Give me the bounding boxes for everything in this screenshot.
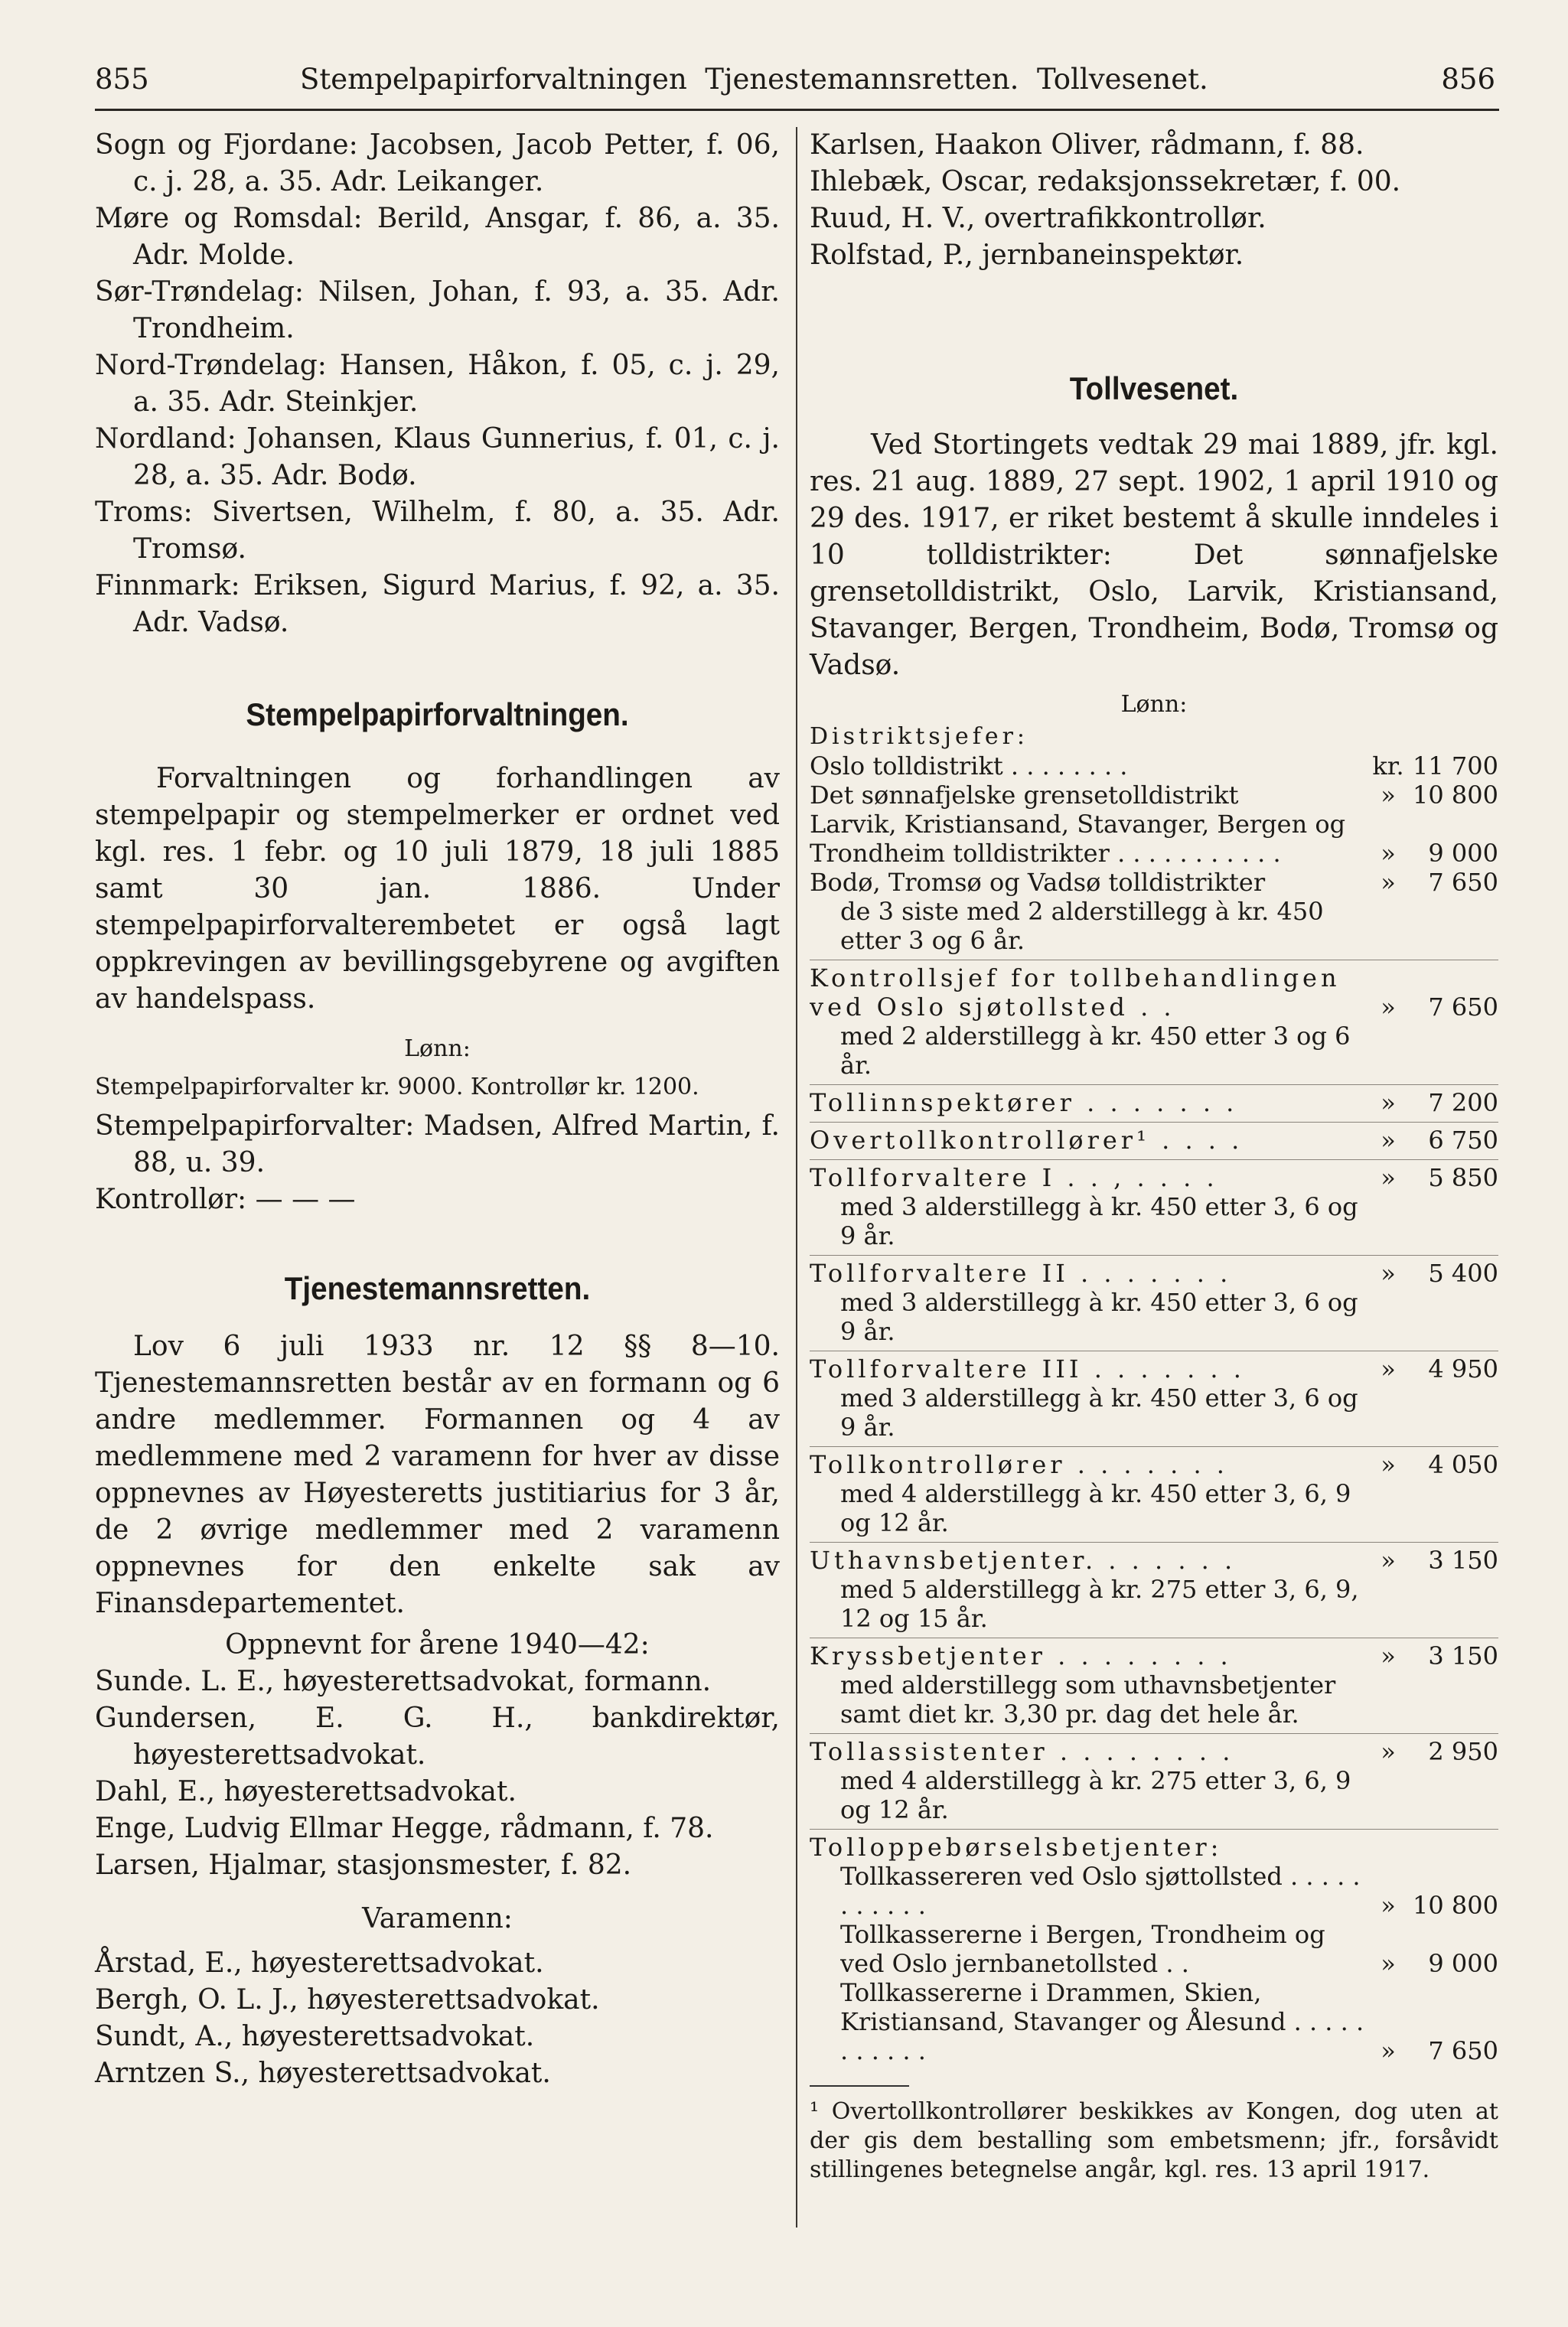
region-entry: Møre og Romsdal: Berild, Ansgar, f. 86, a. 35. Adr. Molde.	[95, 203, 780, 271]
salary-row	[810, 1638, 1498, 1670]
salary-amount: 7 650	[1428, 992, 1498, 1022]
salary-row	[810, 1733, 1498, 1766]
varamenn-label: Varamenn:	[362, 1903, 513, 1934]
region-entry: Sogn og Fjordane: Jacobsen, Jacob Petter, f. 06, c. j. 28, a. 35. Adr. Leikanger.	[95, 129, 780, 197]
salary-label: Tollforvaltere III . . . . . . .	[810, 1354, 1245, 1383]
stempel-kontrollor: Kontrollør: — — —	[95, 1184, 356, 1215]
salary-label: Kontrollsjef for tollbehandlingen ved Oslo sjøtollsted . .	[810, 963, 1341, 1022]
currency: »	[1381, 781, 1396, 810]
salary-amount: 6 750	[1428, 1126, 1498, 1155]
footnote-rule	[810, 2085, 909, 2087]
salary-label: Overtollkontrollører¹ . . . .	[810, 1126, 1244, 1155]
tjeneste-appointed: Oppnevnt for årene 1940—42:	[225, 1629, 650, 1661]
varamann-entry: Årstad, E., høyesterettsadvokat.	[95, 1947, 544, 1979]
salary-label: Tollassistenter . . . . . . . .	[810, 1737, 1234, 1766]
salary-amount: 7 650	[1428, 2036, 1498, 2065]
member-entry: Larsen, Hjalmar, stasjonsmester, f. 82.	[95, 1850, 632, 1881]
stempel-forvalter: Stempelpapirforvalter: Madsen, Alfred Martin, f. 88, u. 39.	[95, 1110, 780, 1178]
region-entry: Troms: Sivertsen, Wilhelm, f. 80, a. 35. Adr. Tromsø.	[95, 497, 780, 565]
member-entry: Gundersen, E. G. H., bankdirektør, høyesterettsadvokat.	[95, 1703, 780, 1771]
currency: »	[1381, 1546, 1396, 1575]
salary-amount: 11 700	[1413, 751, 1498, 781]
member-entry: Sunde. L. E., høyesterettsadvokat, formann.	[95, 1666, 712, 1697]
column-divider	[796, 127, 797, 2228]
salary-amount: 7 200	[1428, 1088, 1498, 1117]
salary-amount: 10 800	[1413, 1891, 1498, 1920]
varamann-entry: Bergh, O. L. J., høyesterettsadvokat.	[95, 1984, 600, 2016]
stempel-text: Forvaltningen og forhandlingen av stempelpapir og stempelmerker er ordnet ved kgl. res. 1 febr. og 10 juli 1879, 18 juli 1885 samt 30 jan. 1886. Under stempelpapirforvalterembetet er også lagt oppkrevingen av bevillingsgebyrene og avgiften av handelspass.	[95, 763, 780, 1015]
salary-note: med alderstillegg som uthavnsbetjenter samt diet kr. 3,30 pr. dag det hele år.	[840, 1670, 1336, 1729]
salary-row	[810, 1084, 1498, 1117]
salary-amount: 5 400	[1428, 1259, 1498, 1288]
salary-note: med 3 alderstillegg à kr. 450 etter 3, 6 og 9 år.	[840, 1288, 1358, 1346]
currency: »	[1381, 1354, 1396, 1383]
currency: »	[1381, 1163, 1396, 1192]
member-entry: Dahl, E., høyesterettsadvokat.	[95, 1776, 517, 1807]
currency: »	[1381, 1088, 1396, 1117]
salary-row	[810, 1542, 1498, 1575]
salary-amount: 9 000	[1428, 839, 1498, 868]
currency: »	[1381, 1450, 1396, 1479]
member-entry: Ihlebæk, Oscar, redaksjonssekretær, f. 00.	[810, 166, 1401, 197]
salary-label: Oslo tolldistrikt . . . . . . . .	[810, 751, 1128, 781]
currency: »	[1381, 1126, 1396, 1155]
salary-amount: 3 150	[1428, 1641, 1498, 1670]
currency: »	[1381, 839, 1396, 868]
salary-row	[810, 1920, 1498, 1978]
salary-label: Bodø, Tromsø og Vadsø tolldistrikter	[810, 868, 1266, 897]
toll-heading: Tollvesenet.	[1069, 370, 1239, 406]
toll-lonn-label: Lønn:	[1120, 691, 1188, 718]
region-entry: Nord-Trøndelag: Hansen, Håkon, f. 05, c. j. 29, a. 35. Adr. Steinkjer.	[95, 350, 780, 418]
salary-label: Tollforvaltere I . . , . . . .	[810, 1163, 1218, 1192]
salary-row	[810, 1446, 1498, 1479]
salary-label: Larvik, Kristiansand, Stavanger, Bergen og Trondheim tolldistrikter . . . . . . . . . . .	[810, 810, 1346, 868]
salary-amount: 2 950	[1428, 1737, 1498, 1766]
salary-note: med 2 alderstillegg à kr. 450 etter 3 og 6 år.	[840, 1022, 1351, 1080]
tjeneste-heading: Tjenestemannsretten.	[284, 1270, 591, 1306]
salary-amount: 10 800	[1413, 781, 1498, 810]
oppebors-label: Tolloppebørselsbetjenter:	[810, 1829, 1498, 1862]
salary-label: Tollinnspektører . . . . . . .	[810, 1088, 1238, 1117]
salary-label: Tollkontrollører . . . . . . .	[810, 1450, 1228, 1479]
right-column	[810, 127, 1498, 2185]
currency: »	[1381, 1641, 1396, 1670]
currency: »	[1381, 2036, 1396, 2065]
salary-note: de 3 siste med 2 alderstillegg à kr. 450 etter 3 og 6 år.	[840, 897, 1324, 955]
member-entry: Karlsen, Haakon Oliver, rådmann, f. 88.	[810, 129, 1364, 161]
header-rule	[95, 109, 1499, 111]
currency: »	[1381, 1259, 1396, 1288]
distrikt-label: Distriktsjefer:	[810, 723, 1029, 750]
region-entry: Finnmark: Eriksen, Sigurd Marius, f. 92, a. 35. Adr. Vadsø.	[95, 570, 780, 638]
currency: »	[1381, 992, 1396, 1022]
salary-row	[810, 810, 1498, 868]
stempel-lonn-label: Lønn:	[404, 1035, 471, 1062]
salary-table	[810, 751, 1498, 2065]
salary-note: med 3 alderstillegg à kr. 450 etter 3, 6 og 9 år.	[840, 1192, 1358, 1250]
varamann-entry: Arntzen S., høyesterettsadvokat.	[95, 2058, 551, 2089]
currency: »	[1381, 868, 1396, 897]
stempel-lonn-text: Stempelpapirforvalter kr. 9000. Kontrollør kr. 1200.	[95, 1074, 699, 1100]
region-entry: Nordland: Johansen, Klaus Gunnerius, f. 01, c. j. 28, a. 35. Adr. Bodø.	[95, 423, 780, 491]
member-entry: Enge, Ludvig Ellmar Hegge, rådmann, f. 78.	[95, 1813, 714, 1844]
salary-note: med 3 alderstillegg à kr. 450 etter 3, 6 og 9 år.	[840, 1383, 1358, 1442]
salary-label: Uthavnsbetjenter. . . . . . .	[810, 1546, 1237, 1575]
page-header	[95, 55, 1495, 98]
salary-row	[810, 868, 1498, 897]
salary-amount: 5 850	[1428, 1163, 1498, 1192]
salary-amount: 4 950	[1428, 1354, 1498, 1383]
toll-text: Ved Stortingets vedtak 29 mai 1889, jfr. kgl. res. 21 aug. 1889, 27 sept. 1902, 1 april 1910 og 29 des. 1917, er riket bestemt å skulle inndeles i 10 tolldistrikter: Det sønnafjelske grensetolldistrikt, Oslo, Larvik, Kristiansand, Stavanger, Bergen, Trondheim, Bodø, Tromsø og Vadsø.	[810, 429, 1498, 681]
tjeneste-text: Lov 6 juli 1933 nr. 12 §§ 8—10. Tjenestemannsretten består av en formann og 6 andre medlemmer. Formannen og 4 av medlemmene med 2 varamenn for hver av disse oppnevnes av Høyesteretts justitiarius for 3 år, de 2 øvrige medlemmer med 2 varamenn oppnevnes for den enkelte sak av Finansdepartementet.	[95, 1331, 780, 1619]
salary-row	[810, 1351, 1498, 1383]
salary-row	[810, 960, 1498, 1022]
salary-row	[810, 751, 1498, 781]
salary-note: med 4 alderstillegg à kr. 450 etter 3, 6, 9 og 12 år.	[840, 1479, 1351, 1537]
member-entry: Ruud, H. V., overtrafikkontrollør.	[810, 203, 1266, 234]
region-list	[95, 127, 780, 641]
salary-note: med 4 alderstillegg à kr. 275 etter 3, 6, 9 og 12 år.	[840, 1766, 1351, 1824]
salary-amount: 4 050	[1428, 1450, 1498, 1479]
salary-label: Tollkassererne i Drammen, Skien, Kristiansand, Stavanger og Ålesund . . . . . . . . . . .	[840, 1978, 1364, 2065]
salary-row	[810, 1159, 1498, 1192]
salary-row	[810, 1862, 1498, 1920]
member-entry: Rolfstad, P., jernbaneinspektør.	[810, 240, 1244, 271]
running-title: Stempelpapirforvaltningen Tjenestemannsretten. Tollvesenet.	[300, 63, 1208, 96]
currency: »	[1381, 1737, 1396, 1766]
salary-amount: 7 650	[1428, 868, 1498, 897]
currency: »	[1381, 1891, 1396, 1920]
salary-label: Tollforvaltere II . . . . . . .	[810, 1259, 1232, 1288]
page-number-right: 856	[1441, 63, 1495, 96]
salary-row	[810, 1978, 1498, 2065]
salary-note: med 5 alderstillegg à kr. 275 etter 3, 6, 9, 12 og 15 år.	[840, 1575, 1359, 1633]
salary-label: Tollkassererne i Bergen, Trondheim og ved Oslo jernbanetollsted . .	[840, 1920, 1325, 1978]
currency: kr.	[1372, 751, 1404, 781]
varamann-entry: Sundt, A., høyesterettsadvokat.	[95, 2021, 535, 2052]
left-column	[95, 127, 780, 2092]
salary-amount: 3 150	[1428, 1546, 1498, 1575]
salary-row	[810, 781, 1498, 810]
salary-label: Det sønnafjelske grensetolldistrikt	[810, 781, 1239, 810]
region-entry: Sør-Trøndelag: Nilsen, Johan, f. 93, a. 35. Adr. Trondheim.	[95, 276, 780, 344]
salary-row	[810, 1255, 1498, 1288]
salary-amount: 9 000	[1428, 1949, 1498, 1978]
salary-label: Tollkassereren ved Oslo sjøttollsted . . . . . . . . . . .	[840, 1862, 1361, 1920]
salary-label: Kryssbetjenter . . . . . . . .	[810, 1641, 1232, 1670]
stempel-heading: Stempelpapirforvaltningen.	[246, 696, 629, 732]
footnote: ¹ Overtollkontrollører beskikkes av Kongen, dog uten at der gis dem bestalling som embetsmenn; jfr., forsåvidt stillingenes betegnelse angår, kgl. res. 13 april 1917.	[810, 2098, 1498, 2183]
page-number-left: 855	[95, 63, 149, 96]
currency: »	[1381, 1949, 1396, 1978]
salary-row	[810, 1122, 1498, 1155]
